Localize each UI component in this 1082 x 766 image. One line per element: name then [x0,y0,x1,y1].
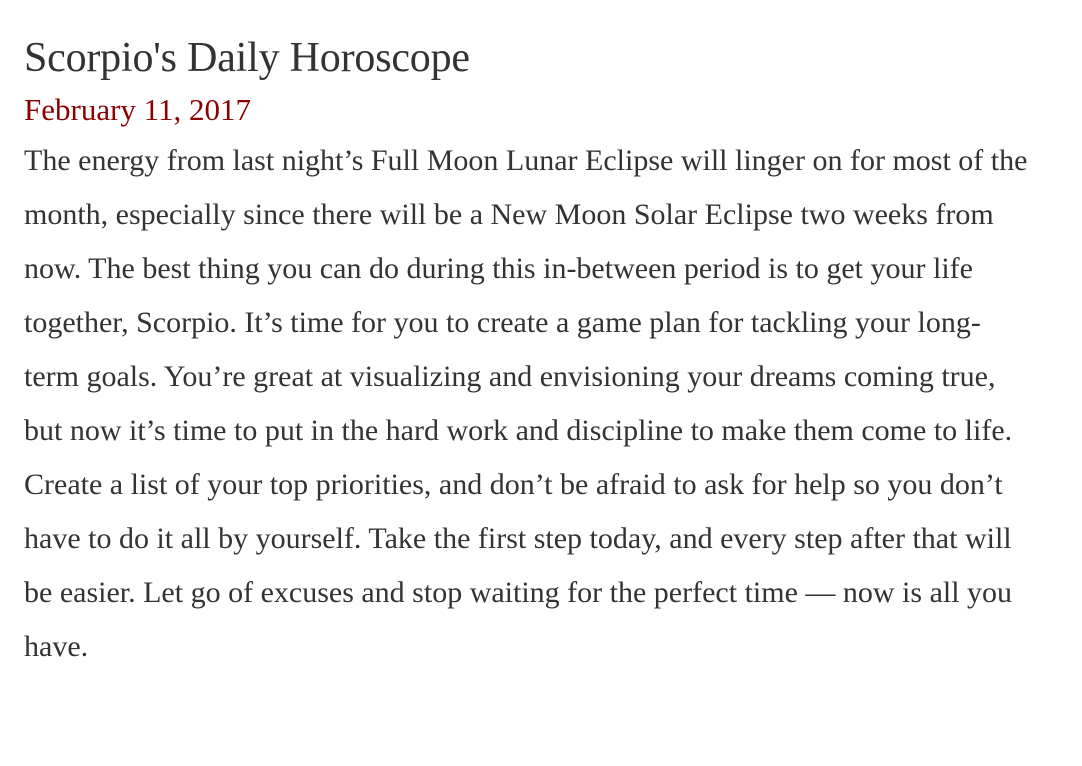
horoscope-body: The energy from last night’s Full Moon Lunar Eclipse will linger on for most of the month, especially since there will be a New Moon Solar Eclipse two weeks from now. The best thing you can do during this in-between period is to get your life together, Scorpio. It’s time for you to create a game plan for tackling your long-term goals. You’re great at visualizing and envisioning your dreams coming true, but now it’s time to put in the hard work and discipline to make them come to life. Create a list of your top priorities, and don’t be afraid to ask for help so you don’t have to do it all by yourself. Take the first step today, and every step after that will be easier. Let go of excuses and stop waiting for the perfect time — now is all you have. [24,144,1028,663]
horoscope-date: February 11, 2017 [24,92,252,127]
horoscope-article [24,30,1034,674]
page-title: Scorpio's Daily Horoscope [24,35,470,81]
